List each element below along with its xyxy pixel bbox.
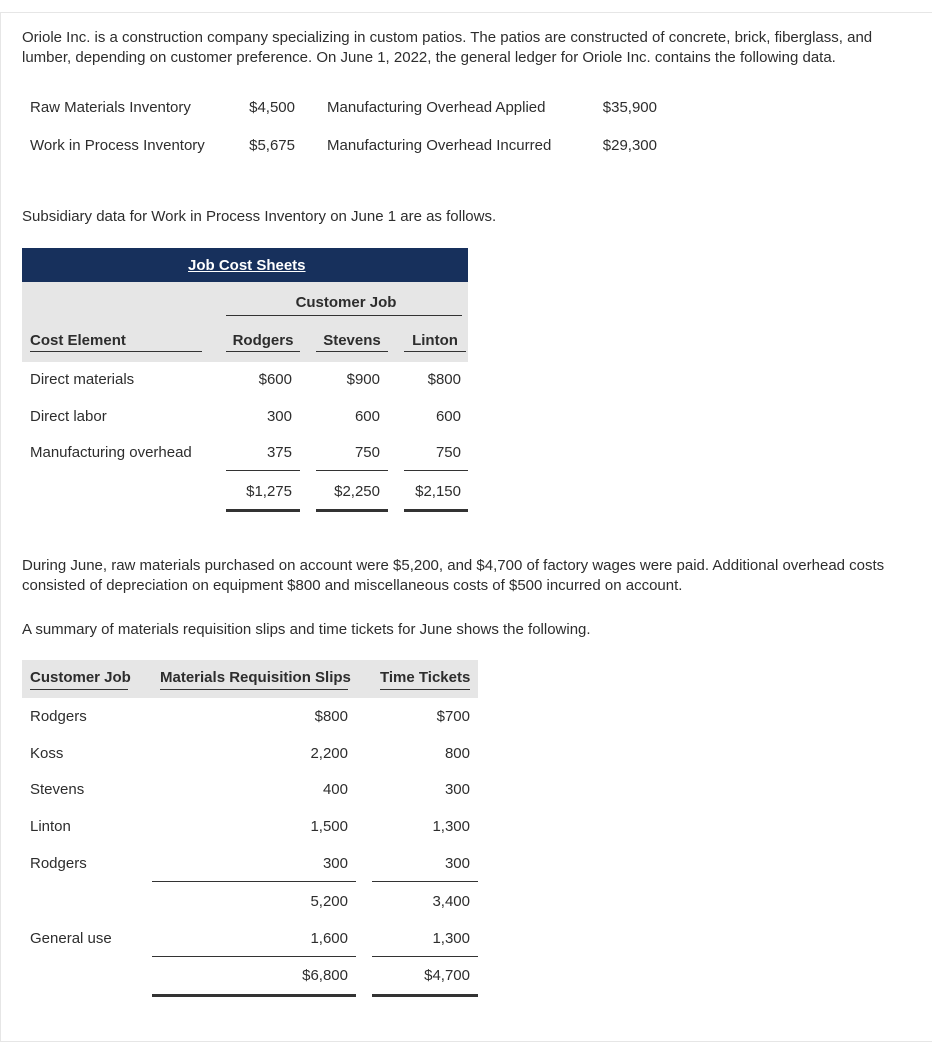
summary-header-rule [380, 689, 470, 690]
subsidiary-intro: Subsidiary data for Work in Process Inventory on June 1 are as follows. [22, 208, 497, 225]
ledger-value-overhead-applied: $35,900 [602, 99, 657, 116]
summary-row-job: Koss [30, 745, 64, 762]
summary-header-rule [160, 689, 348, 690]
cell-value: 750 [354, 444, 380, 461]
col-header-rodgers: Rodgers [232, 332, 294, 349]
summary-header-rule [30, 689, 128, 690]
summary-total-double-rule [372, 994, 478, 997]
summary-header-time-tickets: Time Tickets [380, 669, 471, 686]
summary-row-job: Rodgers [30, 708, 87, 725]
cost-element-rule [30, 351, 202, 352]
cell-value: $600 [258, 371, 292, 388]
summary-row-time: $700 [436, 708, 470, 725]
summary-subtotal-rule [152, 881, 356, 882]
subtotal-rule [226, 470, 300, 471]
ledger-label-work-in-process: Work in Process Inventory [30, 137, 205, 154]
col-rule-rodgers [226, 351, 300, 352]
row-label-direct-materials: Direct materials [30, 371, 135, 388]
summary-row-job: Rodgers [30, 855, 87, 872]
cell-value: 750 [435, 444, 461, 461]
total-double-rule [404, 509, 468, 512]
col-header-stevens: Stevens [323, 332, 381, 349]
col-rule-linton [404, 351, 466, 352]
summary-general-use-label: General use [30, 930, 112, 947]
subtotal-rule [404, 470, 468, 471]
summary-row-time: 300 [444, 781, 470, 798]
summary-row-materials: $800 [314, 708, 348, 725]
summary-header-materials: Materials Requisition Slips [160, 669, 351, 686]
total-linton: $2,150 [415, 483, 461, 500]
total-double-rule [226, 509, 300, 512]
summary-header-customer-job: Customer Job [30, 669, 131, 686]
summary-total-rule [152, 956, 356, 957]
summary-general-materials: 1,600 [310, 930, 348, 947]
summary-row-materials: 400 [322, 781, 348, 798]
cell-value: $800 [427, 371, 461, 388]
col-rule-stevens [316, 351, 388, 352]
summary-row-time: 800 [444, 745, 470, 762]
june-paragraph: During June, raw materials purchased on account were $5,200, and $4,700 of factory wages were paid. Additional overhead costs consisted of depreciation on equipment $800 and miscellaneous costs of $500 incurred on account. [22, 557, 885, 594]
summary-subtotal-materials: 5,200 [310, 893, 348, 910]
total-double-rule [316, 509, 388, 512]
group-header-rule [226, 315, 462, 316]
subtotal-rule [316, 470, 388, 471]
ledger-label-overhead-incurred: Manufacturing Overhead Incurred [327, 137, 552, 154]
ledger-value-work-in-process: $5,675 [249, 137, 295, 154]
ledger-value-overhead-incurred: $29,300 [602, 137, 657, 154]
problem-card [0, 12, 932, 1042]
total-stevens: $2,250 [334, 483, 380, 500]
summary-row-materials: 300 [322, 855, 348, 872]
row-label-direct-labor: Direct labor [30, 408, 107, 425]
summary-general-time: 1,300 [432, 930, 470, 947]
summary-total-double-rule [152, 994, 356, 997]
summary-row-job: Linton [30, 818, 71, 835]
summary-total-rule [372, 956, 478, 957]
ledger-label-overhead-applied: Manufacturing Overhead Applied [327, 99, 546, 116]
cell-value: 600 [435, 408, 461, 425]
cost-element-header: Cost Element [30, 332, 126, 349]
summary-subtotal-rule [372, 881, 478, 882]
total-rodgers: $1,275 [246, 483, 292, 500]
summary-intro: A summary of materials requisition slips and time tickets for June shows the following. [22, 621, 591, 638]
summary-row-materials: 1,500 [310, 818, 348, 835]
col-header-linton: Linton [412, 332, 458, 349]
ledger-value-raw-materials: $4,500 [249, 99, 295, 116]
job-cost-title: Job Cost Sheets [188, 257, 306, 274]
summary-row-materials: 2,200 [310, 745, 348, 762]
cell-value: 375 [266, 444, 292, 461]
cell-value: 300 [266, 408, 292, 425]
summary-total-time: $4,700 [424, 967, 470, 984]
summary-subtotal-time: 3,400 [432, 893, 470, 910]
customer-job-group-header: Customer Job [295, 294, 397, 311]
summary-total-materials: $6,800 [302, 967, 348, 984]
summary-row-job: Stevens [30, 781, 85, 798]
intro-paragraph: Oriole Inc. is a construction company specializing in custom patios. The patios are constructed of concrete, brick, fiberglass, and lumber, depending on customer preference. On June 1, 2022, the general ledger for Oriole Inc. contains the following data. [22, 29, 873, 66]
summary-row-time: 1,300 [432, 818, 470, 835]
summary-row-time: 300 [444, 855, 470, 872]
cell-value: 600 [354, 408, 380, 425]
cell-value: $900 [346, 371, 380, 388]
ledger-label-raw-materials: Raw Materials Inventory [30, 99, 191, 116]
row-label-manufacturing-overhead: Manufacturing overhead [30, 444, 192, 461]
